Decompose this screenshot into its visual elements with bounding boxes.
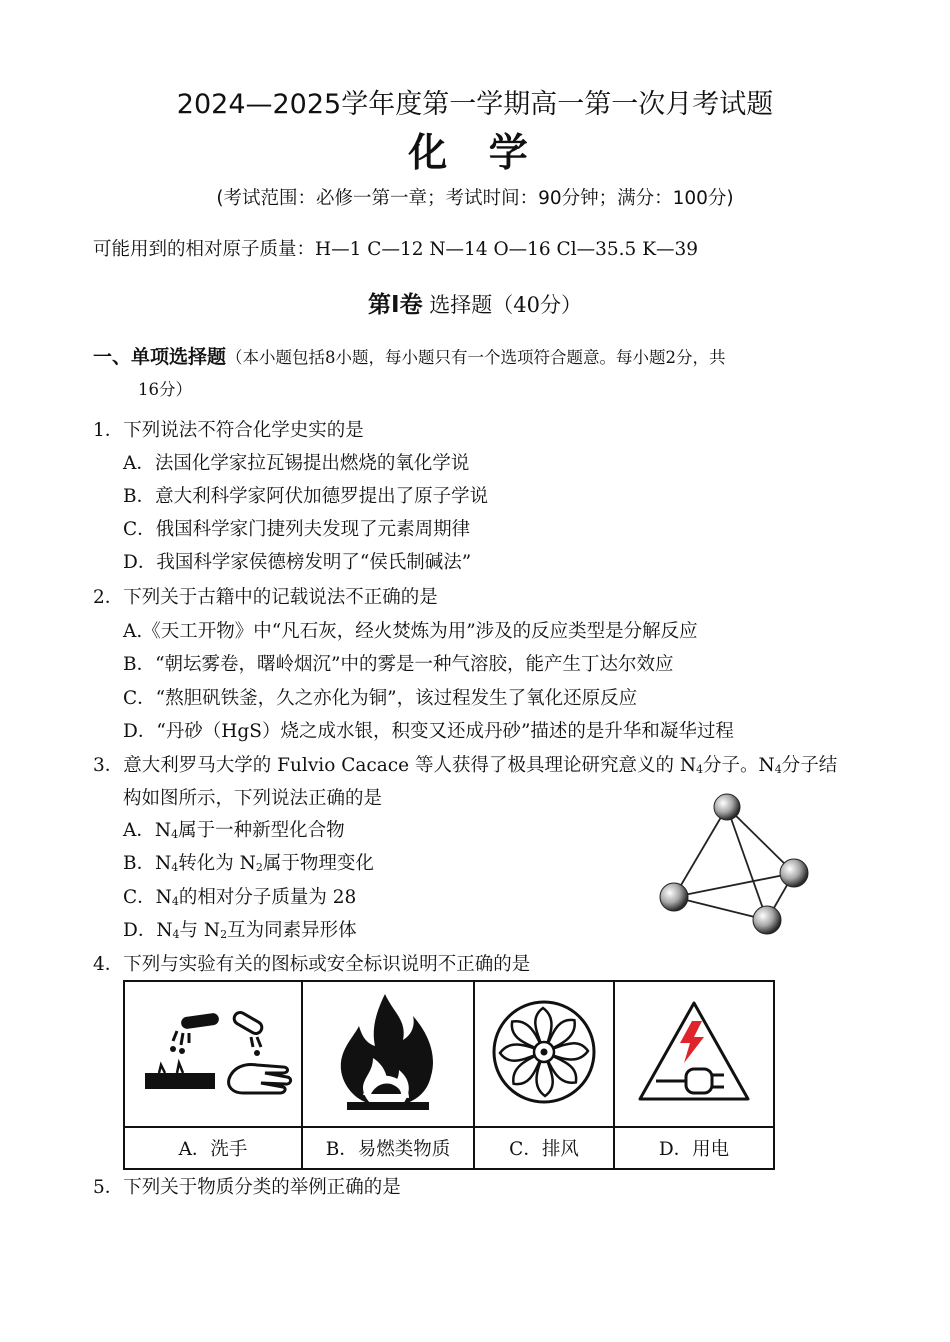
- q2-option-c: C．“熬胆矾铁釜，久之亦化为铜”，该过程发生了氧化还原反应: [123, 688, 638, 709]
- subject-title: 化 学: [408, 131, 542, 176]
- q1-stem: 1．下列说法不符合化学史实的是: [93, 420, 364, 441]
- q1-option-b: B．意大利科学家阿伏加德罗提出了原子学说: [123, 486, 489, 507]
- section-rest: 选择题（40分）: [422, 293, 582, 317]
- nitrogen-atom: [714, 794, 740, 820]
- n4-molecule-diagram: [650, 785, 820, 945]
- q2-option-b: B．“朝坛雾卷，曙岭烟沉”中的雾是一种气溶胶，能产生丁达尔效应: [123, 654, 674, 675]
- q3-stem: 3．意大利罗马大学的 Fulvio Cacace 等人获得了极具理论研究意义的 $N_4$分子。$N_4$分子结: [93, 755, 838, 776]
- hand-wash-icon: [133, 1007, 293, 1097]
- q1-option-a: A．法国化学家拉瓦锡提出燃烧的氧化学说: [123, 453, 470, 474]
- sign-cell: [614, 981, 774, 1127]
- q3-stem-cont: 构如图所示，下列说法正确的是: [123, 788, 383, 809]
- exam-scope: (考试范围：必修一第一章；考试时间：90分钟；满分：100分): [216, 188, 734, 209]
- safety-signs-table: [123, 980, 775, 1170]
- sign-cell: [474, 981, 614, 1127]
- q2-stem: 2．下列关于古籍中的记载说法不正确的是: [93, 587, 438, 608]
- q4-stem: 4．下列与实验有关的图标或安全标识说明不正确的是: [93, 954, 531, 975]
- section-label: 第Ⅰ卷: [368, 292, 423, 318]
- nitrogen-atom: [780, 859, 808, 887]
- sign-cell: [302, 981, 474, 1127]
- q3-option-d: D．$N_4$与 $N_2$互为同素异形体: [123, 920, 357, 941]
- q1-option-d: D．我国科学家侯德榜发明了“侯氏制碱法”: [123, 552, 472, 573]
- part1-heading-label: 一、单项选择题: [93, 346, 227, 368]
- sign-caption-a: A．洗手: [124, 1127, 302, 1169]
- part1-note: （本小题包括8小题，每小题只有一个选项符合题意。每小题2分，共: [226, 348, 726, 367]
- exhaust-fan-icon: [489, 992, 599, 1112]
- q1-option-c: C．俄国科学家门捷列夫发现了元素周期律: [123, 519, 471, 540]
- sign-cell: [124, 981, 302, 1127]
- q3-option-c: C．$N_4$的相对分子质量为 28: [123, 887, 357, 908]
- q2-option-a: A.《天工开物》中“凡石灰，经火焚炼为用”涉及的反应类型是分解反应: [123, 621, 698, 642]
- section-title: [0, 286, 950, 319]
- sign-caption-d: D．用电: [614, 1127, 774, 1169]
- electricity-icon: [634, 997, 754, 1107]
- sign-caption-b: B．易燃类物质: [302, 1127, 474, 1169]
- q5-stem: 5．下列关于物质分类的举例正确的是: [93, 1177, 401, 1198]
- nitrogen-atom: [753, 906, 781, 934]
- nitrogen-atom: [660, 883, 688, 911]
- bond-lines: [674, 807, 794, 920]
- atomic-masses: 可能用到的相对原子质量：H—1 C—12 N—14 O—16 Cl—35.5 K—39: [93, 239, 699, 260]
- flame-icon: [333, 990, 443, 1115]
- q3-option-a: A．$N_4$属于一种新型化合物: [123, 820, 345, 841]
- q3-option-b: B．$N_4$转化为 $N_2$属于物理变化: [123, 853, 374, 874]
- exam-title: 2024—2025学年度第一学期高一第一次月考试题: [176, 89, 774, 120]
- q2-option-d: D．“丹砂（HgS）烧之成水银，积变又还成丹砂”描述的是升华和凝华过程: [123, 721, 734, 742]
- part1-note-cont: 16分）: [138, 380, 192, 399]
- part1-heading: [93, 342, 726, 369]
- sign-caption-c: C．排风: [474, 1127, 614, 1169]
